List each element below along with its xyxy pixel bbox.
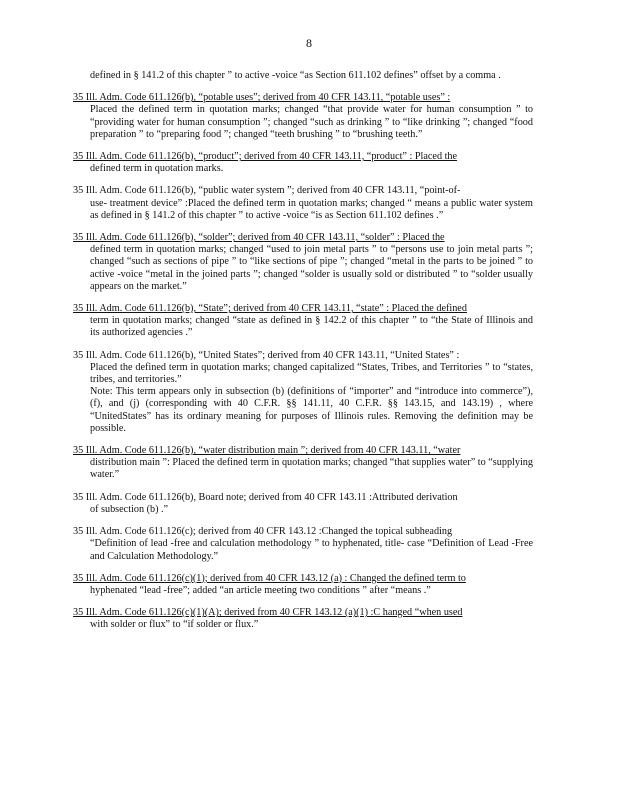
list-item [73, 70, 533, 82]
list-item [73, 151, 533, 175]
list-item [73, 232, 533, 293]
list-item [73, 185, 533, 222]
entry-text: with solder or flux” to “if solder or flux.” [90, 619, 259, 631]
entry-heading: 35 Ill. Adm. Code 611.126(b), “potable uses”; derived from 40 CFR 143.11, “potable uses” : [73, 92, 451, 104]
entry-text: use- treatment device” :Placed the defined term in quotation marks; changed “ means a public water system as defined in § 141.2 of this chapter ” to active -voice “is as Section 611.102 defines .” [90, 197, 533, 221]
entry-heading: 35 Ill. Adm. Code 611.126(b), Board note; derived from 40 CFR 143.11 :Attributed derivation [73, 491, 458, 503]
entry-heading: 35 Ill. Adm. Code 611.126(c)(1); derived from 40 CFR 143.12 (a) : Changed the defined term to [73, 572, 466, 584]
entry-heading: 35 Ill. Adm. Code 611.126(b), “solder”; derived from 40 CFR 143.11, “solder” : Placed the [73, 232, 445, 244]
entry-text: distribution main ”: Placed the defined term in quotation marks; changed “that supplies water” to “supplying water.” [90, 457, 533, 481]
entry-heading: 35 Ill. Adm. Code 611.126(b), “public water system ”; derived from 40 CFR 143.11, “point-of- [73, 185, 461, 197]
list-item [73, 350, 533, 435]
document-body [73, 70, 533, 642]
entry-text: “Definition of lead -free and calculation methodology ” to hyphenated, title- case “Definition of Lead -Free and Calculation Methodology.” [90, 538, 533, 562]
entry-heading: 35 Ill. Adm. Code 611.126(b), “United States”; derived from 40 CFR 143.11, “United States” : [73, 349, 460, 361]
entry-text: term in quotation marks; changed “state as defined in § 142.2 of this chapter ” to “the State of Illinois and its authorized agencies .” [90, 315, 533, 339]
list-item [73, 573, 533, 597]
list-item [73, 492, 533, 516]
list-item [73, 607, 533, 631]
entry-heading: 35 Ill. Adm. Code 611.126(c)(1)(A); derived from 40 CFR 143.12 (a)(1) :C hanged “when used [73, 607, 463, 619]
entry-heading: 35 Ill. Adm. Code 611.126(b), “State”; derived from 40 CFR 143.11, “state” : Placed the defined [73, 303, 467, 315]
entry-heading: 35 Ill. Adm. Code 611.126(b), “water distribution main ”; derived from 40 CFR 143.11, “water [73, 445, 461, 457]
entry-note: Note: This term appears only in subsection (b) (definitions of “importer” and “introduce into commerce”), (f), and (j) (corresponding with 40 C.F.R. §§ 141.11, 40 C.F.R. §§ 143.15, and 143.19) , where “UnitedStates” has its ordinary meaning for purposes of Illinois rules. Removing the definition may be possible. [90, 386, 533, 434]
list-item [73, 92, 533, 141]
entry-text: defined term in quotation marks; changed “used to join metal parts ” to “persons use to join metal parts ”; changed “such as sections of pipe ” to “like sections of pipe ”; changed “metal in the parts to be joined ” to active -voice “metal in the joined parts ”; changed “solder is usually sold or distributed ” to “solder usually appears on the market.” [90, 244, 533, 292]
entry-text: of subsection (b) .” [90, 503, 169, 515]
entry-text: hyphenated “lead -free”; added “an article meeting two conditions ” after “means .” [90, 584, 431, 596]
entry-text: defined term in quotation marks. [90, 163, 224, 175]
list-item [73, 526, 533, 563]
list-item [73, 445, 533, 482]
entry-heading: 35 Ill. Adm. Code 611.126(c); derived from 40 CFR 143.12 :Changed the topical subheading [73, 526, 453, 538]
entry-text: Placed the defined term in quotation marks; changed capitalized “States, Tribes, and Territories ” to “states, tribes, and territories.” [90, 361, 533, 386]
entry-text: Placed the defined term in quotation marks; changed “that provide water for human consumption ” to “providing water for human consumption ”; changed “such as drinking ” to “like drinking ”; changed “food preparation ” to “preparing food ”; changed “teeth brushing ” to “brushing teeth.” [90, 104, 533, 140]
page-number: 8 [306, 36, 312, 50]
list-item [73, 303, 533, 340]
entry-heading: 35 Ill. Adm. Code 611.126(b), “product”; derived from 40 CFR 143.11, “product” : Placed the [73, 151, 458, 163]
entry-text: defined in § 141.2 of this chapter ” to active -voice “as Section 611.102 defines” offset by a comma . [90, 70, 501, 81]
